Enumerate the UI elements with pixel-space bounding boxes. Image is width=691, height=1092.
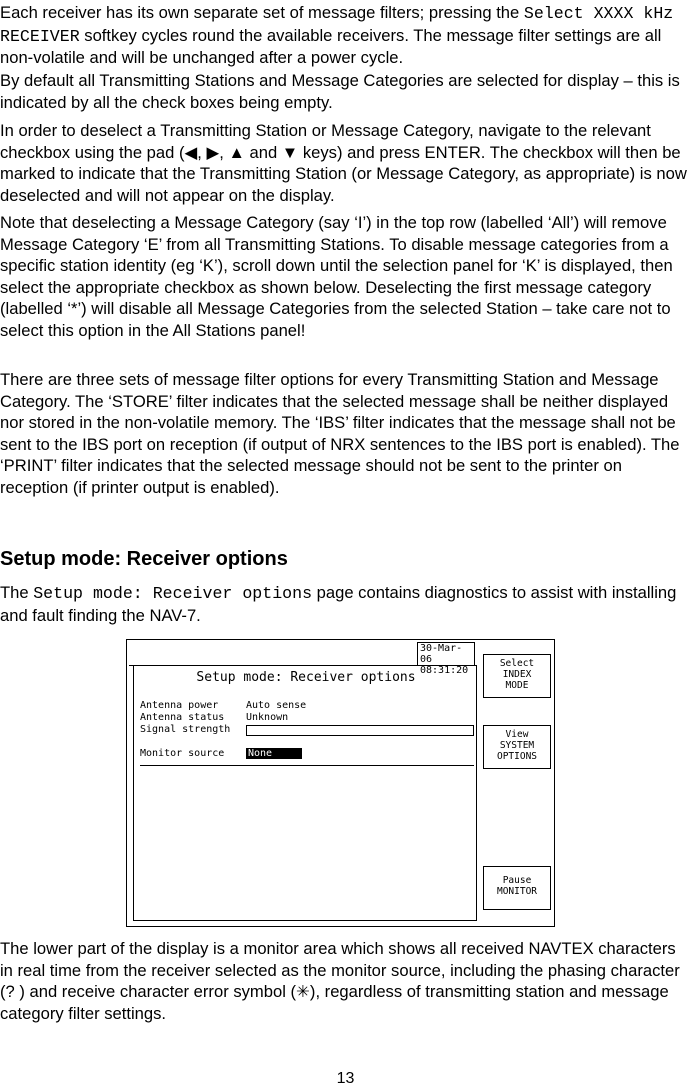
paragraph-deselect: In order to deselect a Transmitting Station or Message Category, navigate to the relevant checkbox using the pad (◀, ▶, ▲ and ▼ keys) and press ENTER. The checkbox will then be marked to indicate that the Transmitting Station (or Message Category, as appropriate) is now deselected and will not appear on the display. xyxy=(0,121,687,205)
receiver-options-panel xyxy=(133,665,477,921)
date-label: 30-Mar-06 xyxy=(420,643,463,665)
softkey-line: MODE xyxy=(505,680,529,691)
antenna-power-label: Antenna power xyxy=(140,700,219,711)
pause-monitor-softkey[interactable] xyxy=(483,866,551,910)
softkey-line: OPTIONS xyxy=(496,751,538,762)
softkey-line: View xyxy=(505,729,529,740)
paragraph-receiver-options-intro xyxy=(0,582,690,626)
monitor-source-label: Monitor source xyxy=(140,748,225,759)
view-system-options-softkey[interactable] xyxy=(483,725,551,769)
softkey-line: SYSTEM xyxy=(499,740,535,751)
page-number: 13 xyxy=(336,1070,355,1087)
signal-strength-label: Signal strength xyxy=(140,724,231,735)
date-time-box xyxy=(417,642,475,676)
monitor-source-select[interactable]: None xyxy=(246,748,302,759)
text: softkey cycles round the available receivers. The message filter settings are all non-volatile and will be unchanged after a power cycle. xyxy=(0,25,662,67)
softkey-line: Pause xyxy=(502,875,532,886)
antenna-status-value: Unknown xyxy=(246,712,289,723)
softkey-code: Select XXXX kHz RECEIVER xyxy=(0,4,674,46)
paragraph-monitor-area: The lower part of the display is a monitor area which shows all received NAVTEX characters in real time from the receiver selected as the monitor source, including the phasing character (? ) and receive character error symbol (✳), regardless of transmitting station and message category filter settings. xyxy=(0,939,680,1023)
section-heading: Setup mode: Receiver options xyxy=(0,548,288,570)
softkey-line: MONITOR xyxy=(496,886,538,897)
text: page contains diagnostics to assist with installing and fault finding the NAV-7. xyxy=(0,583,677,625)
softkey-line: INDEX xyxy=(502,669,532,680)
select-index-mode-softkey[interactable] xyxy=(483,654,551,698)
signal-strength-bar xyxy=(246,725,474,736)
paragraph-note: Note that deselecting a Message Category (say ‘I’) in the top row (labelled ‘All’) will remove Message Category ‘E’ from all Transmitting Stations. To disable message categories from a specific station identity (eg ‘K’), scroll down until the selection panel for ‘K’ is displayed, then select the appropriate checkbox as shown below. Deselecting the first message category (labelled ‘*’) will disable all Message Categories from the selected Station – take care not to select this option in the All Stations panel! xyxy=(0,213,673,340)
paragraph-default-selection: By default all Transmitting Stations and Message Categories are selected for display – this is indicated by all the check boxes being empty. xyxy=(0,71,680,112)
softkey-line: Select xyxy=(499,658,535,669)
monitor-area-divider xyxy=(140,765,474,766)
text: The xyxy=(0,583,34,602)
time-label: 08:31:20 xyxy=(420,665,469,676)
text: Each receiver has its own separate set of message filters; pressing the xyxy=(0,3,524,22)
page-code: Setup mode: Receiver options xyxy=(33,584,313,603)
panel-title: Setup mode: Receiver options xyxy=(196,670,416,685)
receiver-options-screenshot xyxy=(126,639,555,927)
antenna-power-value[interactable]: Auto sense xyxy=(246,700,307,711)
paragraph-receiver-filters xyxy=(0,2,690,69)
antenna-status-label: Antenna status xyxy=(140,712,225,723)
paragraph-filter-sets: There are three sets of message filter options for every Transmitting Station and Message Category. The ‘STORE’ filter indicates that the selected message shall be neither displayed nor stored in the non-volatile memory. The ‘IBS’ filter indicates that the message shall not be sent to the IBS port on reception (if output of NRX sentences to the IBS port is enabled). The ‘PRINT’ filter indicates that the selected message should not be sent to the printer on reception (if printer output is enabled). xyxy=(0,370,680,497)
